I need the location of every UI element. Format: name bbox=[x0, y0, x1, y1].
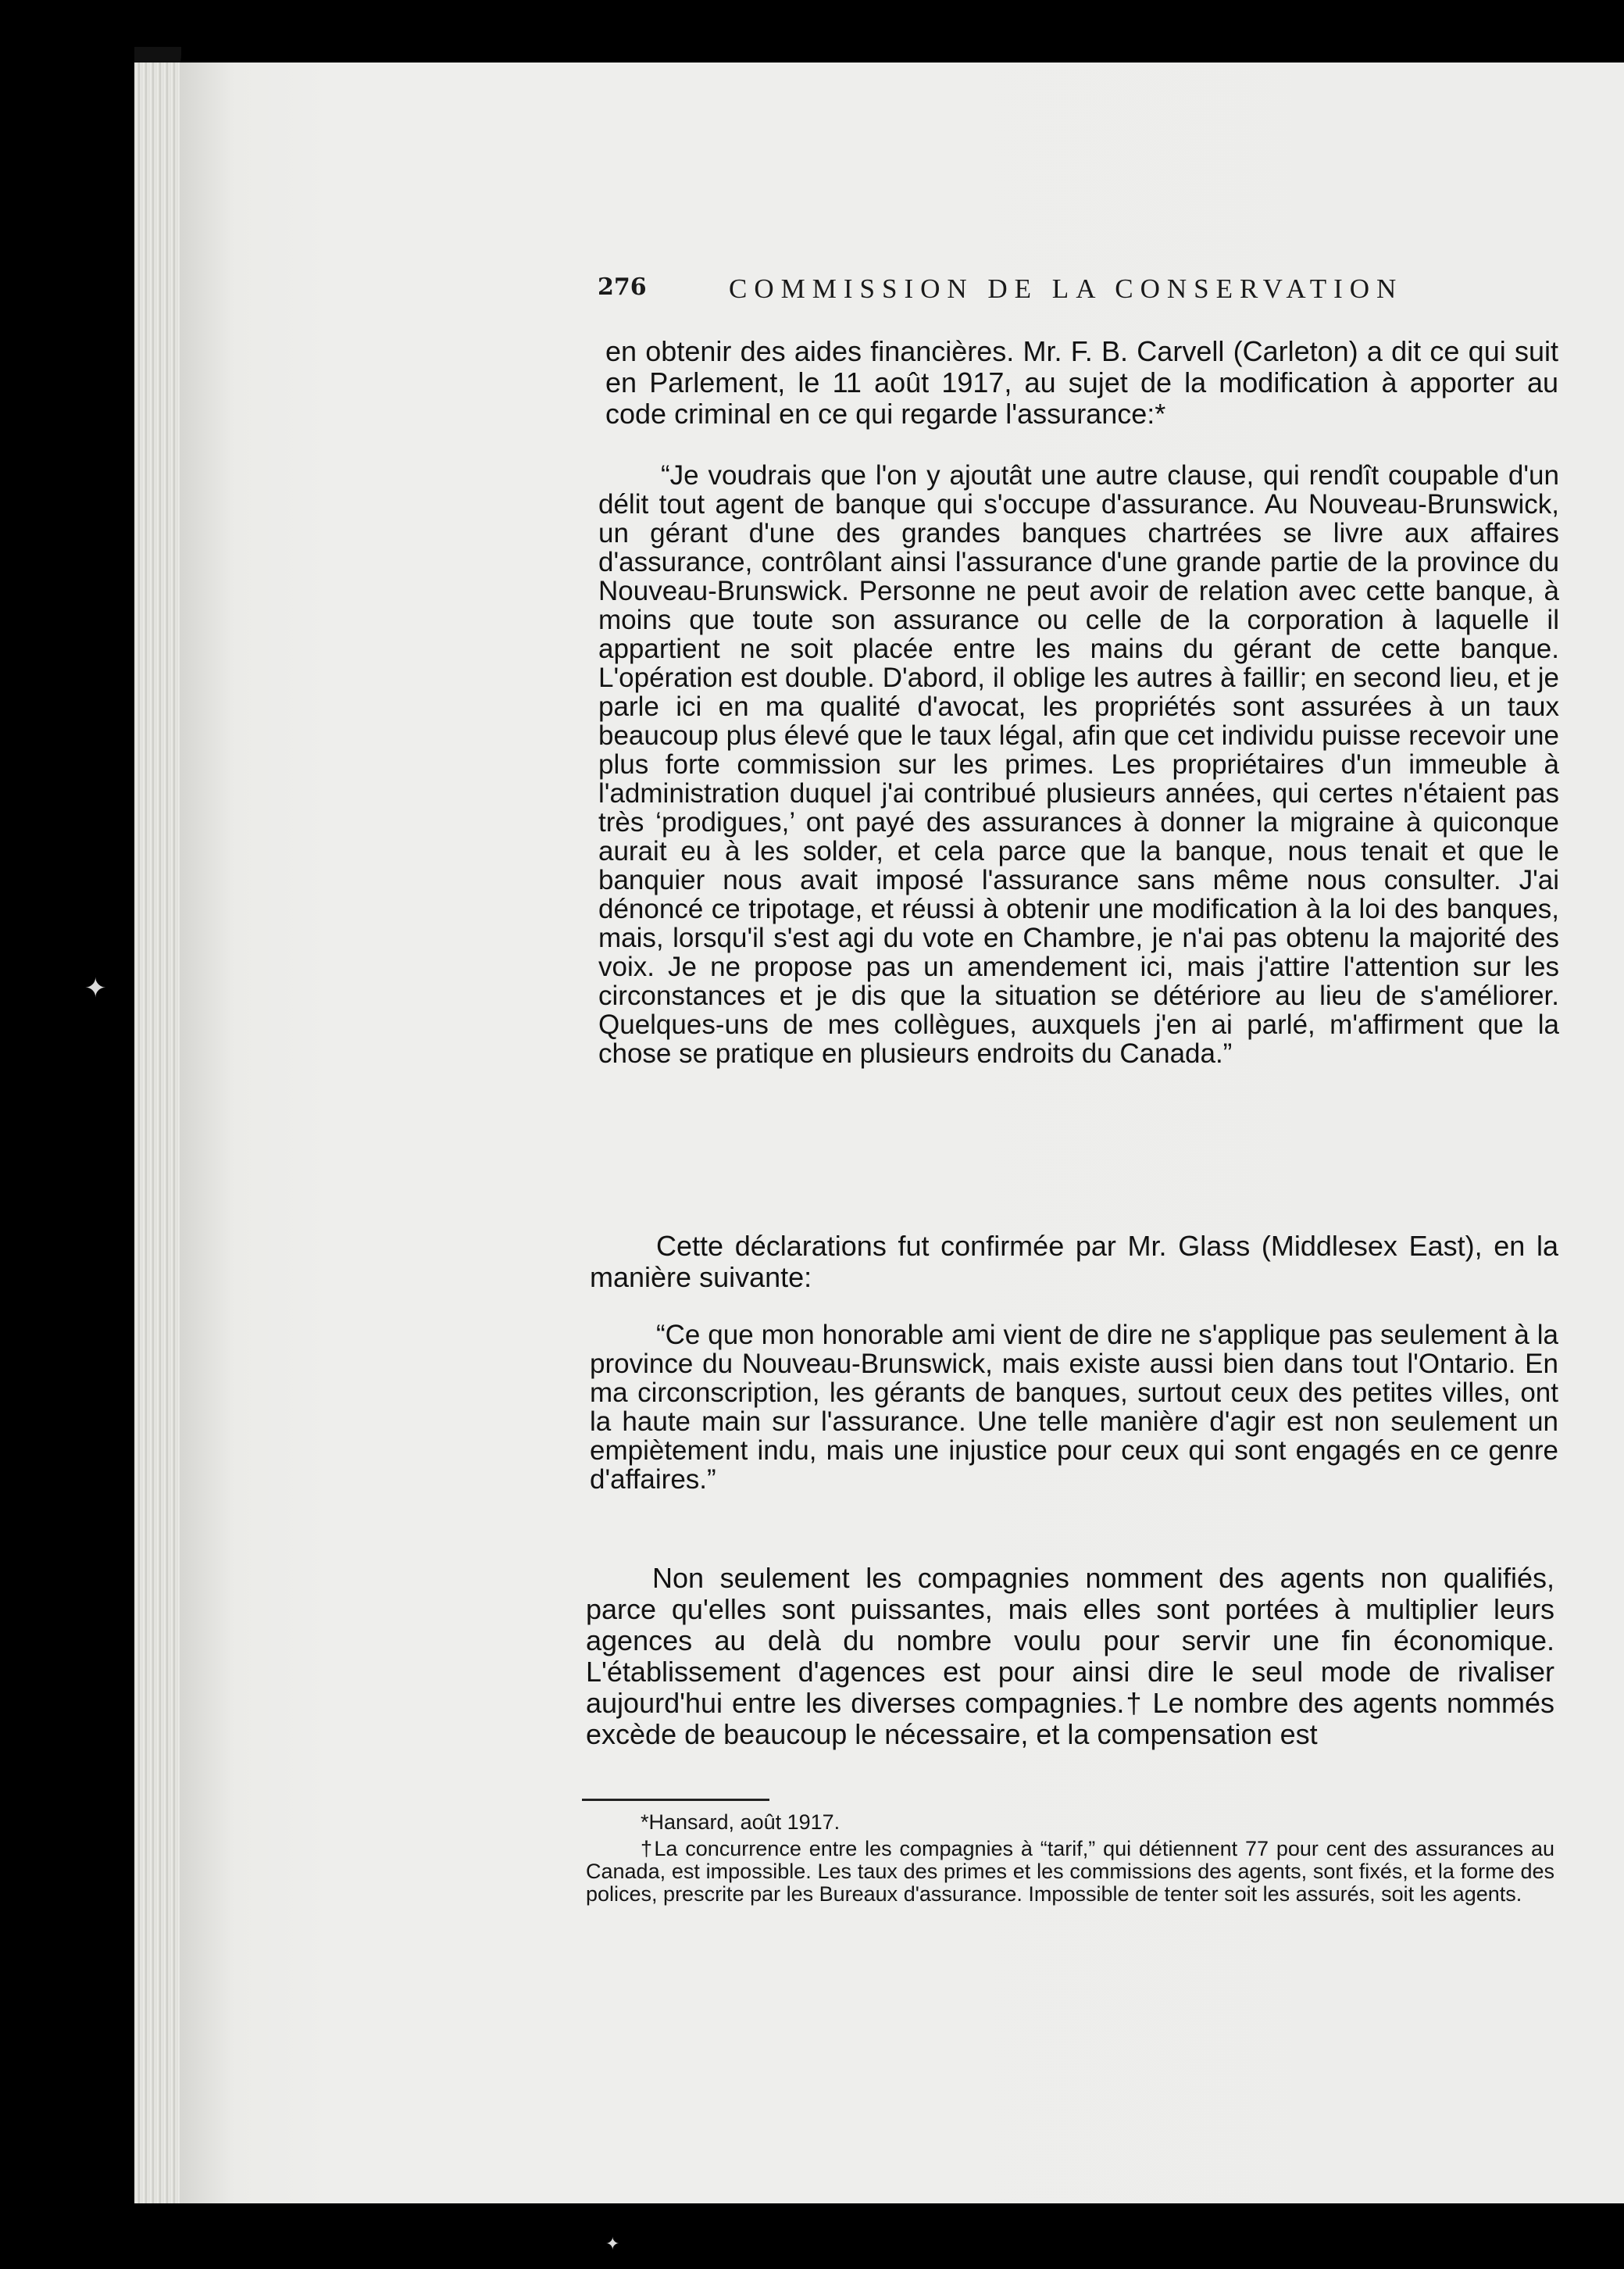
body-paragraph-1: en obtenir des aides financières. Mr. F. B. Carvell (Carleton) a dit ce qui suit en Parlement, le 11 août 1917, au sujet de la modification à apporter au code criminal en ce qui regarde l'assurance:* bbox=[605, 335, 1558, 430]
running-head bbox=[598, 273, 1562, 308]
body-paragraph-3: Cette déclarations fut confirmée par Mr. Glass (Middlesex East), en la manière suivante: bbox=[590, 1230, 1558, 1293]
footnote-2: †La concurrence entre les compagnies à “tarif,” qui détiennent 77 pour cent des assurances au Canada, est impossible. Les taux des primes et les commissions des agents, sont fixés, et la forme des polices, prescrite par les Bureaux d'assurance. Impossible de tenter soit les assurés, soit les agents. bbox=[586, 1837, 1554, 1906]
scan-speck-icon: ✦ bbox=[605, 2235, 620, 2254]
body-paragraph-5: Non seulement les compagnies nomment des agents non qualifiés, parce qu'elles sont puissantes, mais elles sont portées à multiplier leurs agences au delà du nombre voulu pour servir une fin économique. L'établissement d'agences est pour ainsi dire le seul mode de rivaliser aujourd'hui entre les diverses compagnies.† Le nombre des agents nommés excède de beaucoup le nécessaire, et la compensation est bbox=[586, 1562, 1554, 1750]
footnote-rule bbox=[582, 1799, 769, 1801]
running-head-title: COMMISSION DE LA CONSERVATION bbox=[729, 273, 1404, 304]
page-number: 276 bbox=[598, 273, 647, 301]
scan-speck-icon: ✦ bbox=[84, 973, 107, 1004]
quotation-glass: “Ce que mon honorable ami vient de dire ne s'applique pas seulement à la province du Nouveau-Brunswick, mais existe aussi bien dans tout l'Ontario. En ma circonscription, les gérants de banques, surtout ceux des petites villes, ont la haute main sur l'assurance. Une telle manière d'agir est non seulement un empiètement indu, mais une injustice pour ceux qui sont engagés en ce genre d'affaires.” bbox=[590, 1320, 1558, 1495]
quotation-carvell: “Je voudrais que l'on y ajoutât une autre clause, qui rendît coupable d'un délit tout agent de banque qui s'occupe d'assurance. Au Nouveau-Brunswick, un gérant d'une des grandes banques chartrées se livre aux affaires d'assurance, contrôlant ainsi l'assurance d'une grande partie de la province du Nouveau-Brunswick. Personne ne peut avoir de relation avec cette banque, à moins que toute son assurance ou celle de la corporation à laquelle il appartient ne soit placée entre les mains du gérant de cette banque. L'opération est double. D'abord, il oblige les autres à faillir; en second lieu, et je parle ici en ma qualité d'avocat, les propriétés sont assurées à un taux beaucoup plus élevé que le taux légal, afin que cet individu puisse recevoir une plus forte commission sur les primes. Les propriétaires d'un immeuble à l'administration duquel j'ai contribué plusieurs années, qui certes n'étaient pas très ‘prodigues,’ ont payé des assurances à donner la migraine à quiconque aurait eu à les solder, et cela parce que la banque, nous tenait et que le banquier nous avait imposé l'assurance sans même nous consulter. J'ai dénoncé ce tripotage, et réussi à obtenir une modification à la loi des banques, mais, lorsqu'il s'est agi du vote en Chambre, je n'ai pas obtenu la majorité des voix. Je ne propose pas un amendement ici, mais j'attire l'attention sur les circonstances et je dis que la situation se détériore au lieu de s'améliorer. Quelques-uns de mes collègues, auxquels j'en ai parlé, m'affirment que la chose se pratique en plusieurs endroits du Canada.” bbox=[598, 460, 1559, 1069]
footnote-1: *Hansard, août 1917. bbox=[641, 1810, 841, 1834]
